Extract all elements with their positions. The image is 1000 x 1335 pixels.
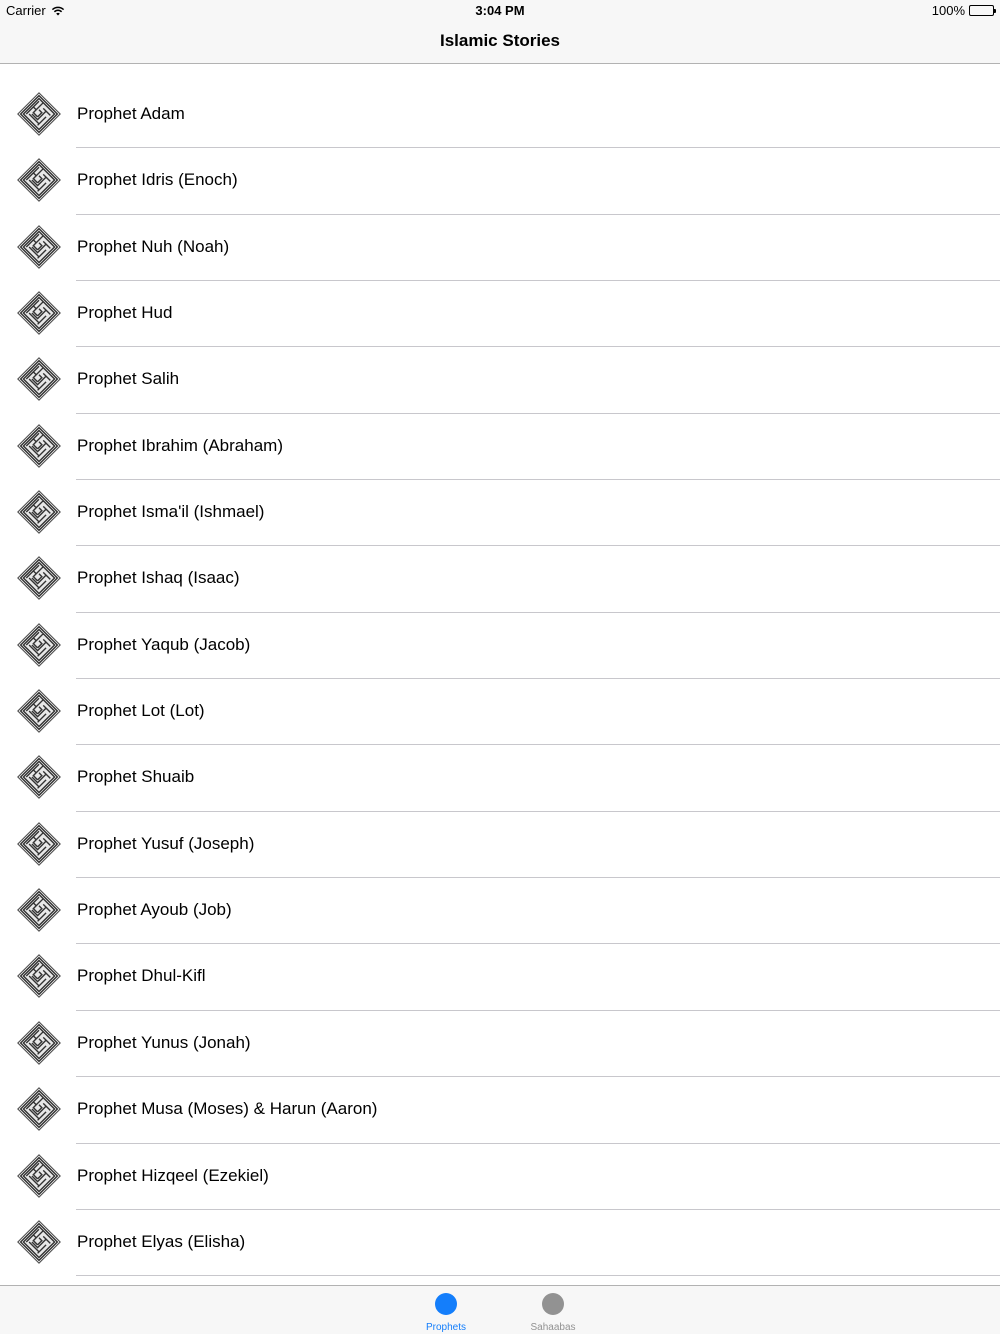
list-item[interactable]: [0, 679, 1000, 745]
list-item[interactable]: [0, 878, 1000, 944]
list-item-label: Prophet Idris (Enoch): [77, 170, 238, 190]
list-item-label: Prophet Adam: [77, 104, 185, 123]
list-item-label: Prophet Yunus (Jonah): [77, 1032, 251, 1052]
list-item[interactable]: [0, 1077, 1000, 1143]
calligraphy-tile-icon: [16, 1153, 62, 1199]
list-item-label: Prophet Yaqub (Jacob): [77, 634, 251, 654]
tab-sahaabas[interactable]: [513, 1286, 593, 1335]
list-item-label: Prophet Yusuf (Joseph): [77, 833, 255, 853]
list-item[interactable]: [0, 944, 1000, 1010]
calligraphy-tile-icon: [16, 489, 62, 535]
calligraphy-tile-icon: [16, 224, 62, 270]
battery-indicator: [932, 3, 994, 18]
list-item[interactable]: [0, 1210, 1000, 1276]
list-item[interactable]: [0, 480, 1000, 546]
calligraphy-tile-icon: [16, 821, 62, 867]
list-item[interactable]: [0, 812, 1000, 878]
list-item-label: Prophet Dhul-Kifl: [77, 966, 206, 986]
list-item[interactable]: [0, 1011, 1000, 1077]
battery-percent: 100%: [931, 3, 965, 18]
calligraphy-tile-icon: [16, 91, 62, 137]
list-item[interactable]: [0, 1144, 1000, 1210]
list-item-label: Prophet Salih: [77, 369, 180, 389]
list-item[interactable]: [0, 215, 1000, 281]
calligraphy-tile-icon: [16, 1086, 62, 1132]
calligraphy-tile-icon: [16, 290, 62, 336]
list-item[interactable]: [0, 82, 1000, 148]
tab-bar: [0, 1285, 1000, 1334]
sahaabas-tab-icon: [542, 1293, 564, 1315]
list-item[interactable]: [0, 745, 1000, 811]
list-item-label: Prophet Shuaib: [77, 767, 195, 787]
calligraphy-tile-icon: [16, 622, 62, 668]
list-item-label: Prophet Hizqeel (Ezekiel): [77, 1165, 269, 1185]
calligraphy-tile-icon: [16, 1020, 62, 1066]
calligraphy-tile-icon: [16, 688, 62, 734]
list-item-label: Prophet Hud: [77, 303, 173, 323]
list-item-label: Prophet Musa (Moses) & Harun (Aaron): [77, 1099, 378, 1119]
navigation-bar: [0, 22, 1000, 64]
list-item-label: Prophet Nuh (Noah): [77, 236, 230, 256]
list-item[interactable]: [0, 613, 1000, 679]
list-item-label: Prophet Ibrahim (Abraham): [77, 435, 283, 455]
list-item-label: Prophet Ayoub (Job): [77, 900, 232, 920]
tab-label-prophets: Prophets: [425, 1322, 467, 1333]
battery-icon: [969, 5, 994, 16]
page-title: Islamic Stories: [439, 31, 560, 50]
list-item-label: Prophet Elyas (Elisha): [77, 1231, 246, 1251]
list-item-label: Prophet Ishaq (Isaac): [77, 568, 240, 588]
calligraphy-tile-icon: [16, 356, 62, 402]
calligraphy-tile-icon: [16, 1219, 62, 1265]
list-item[interactable]: [0, 148, 1000, 214]
list-item[interactable]: [0, 414, 1000, 480]
tab-label-sahaabas: Sahaabas: [530, 1322, 576, 1333]
list-item[interactable]: [0, 546, 1000, 612]
calligraphy-tile-icon: [16, 754, 62, 800]
prophets-list[interactable]: [0, 82, 1000, 1286]
carrier-label: Carrier: [6, 3, 46, 18]
calligraphy-tile-icon: [16, 555, 62, 601]
calligraphy-tile-icon: [16, 887, 62, 933]
tab-prophets[interactable]: [406, 1286, 486, 1335]
calligraphy-tile-icon: [16, 423, 62, 469]
calligraphy-tile-icon: [16, 157, 62, 203]
status-time: 3:04 PM: [475, 3, 525, 18]
list-item-label: Prophet Isma'il (Ishmael): [77, 502, 265, 522]
prophets-tab-icon: [435, 1293, 457, 1315]
list-item[interactable]: [0, 281, 1000, 347]
status-bar: [0, 0, 1000, 22]
row-separator: [76, 1275, 1000, 1276]
calligraphy-tile-icon: [16, 953, 62, 999]
list-item-label: Prophet Lot (Lot): [77, 701, 205, 721]
list-item[interactable]: [0, 347, 1000, 413]
